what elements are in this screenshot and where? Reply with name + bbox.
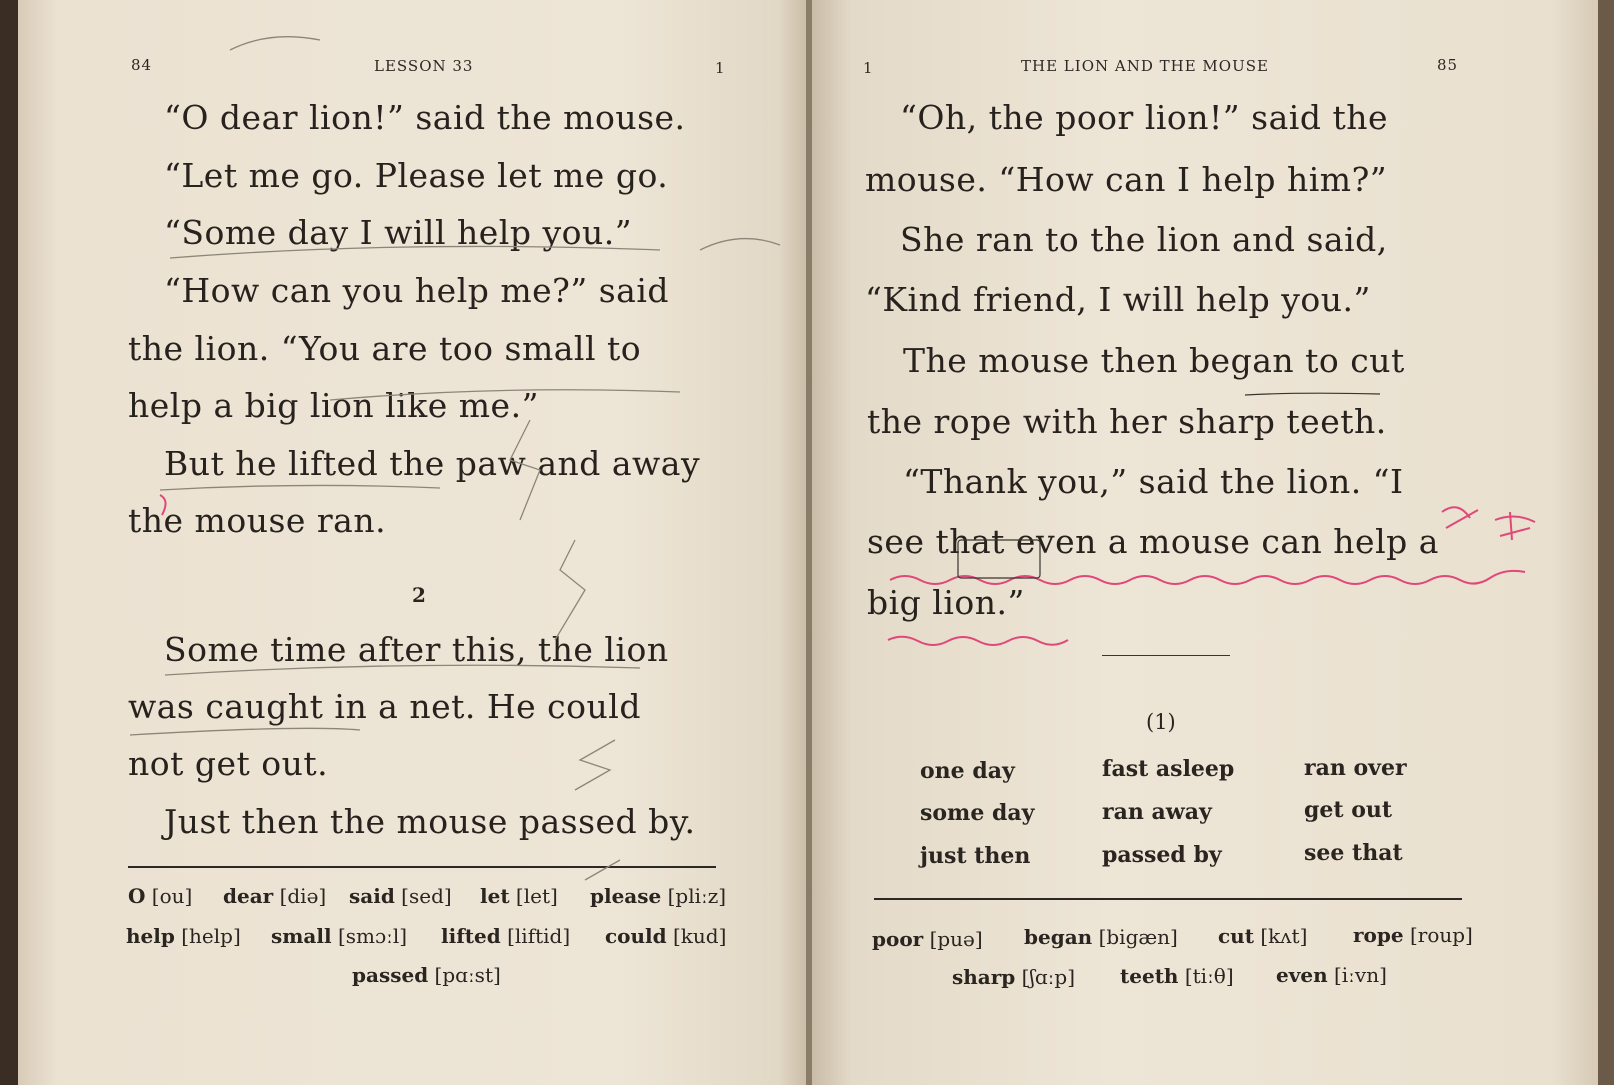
pencil-marks	[130, 37, 780, 880]
text-line: She ran to the lion and said,	[900, 220, 1388, 259]
section-number: 2	[412, 583, 426, 607]
vocab-entry: poor [puə]	[872, 927, 983, 951]
text-line: the rope with her sharp teeth.	[867, 402, 1387, 441]
vocab-entry: began [bigæn]	[1024, 925, 1178, 949]
section-marker-right: 1	[863, 59, 874, 77]
text-line: The mouse then began to cut	[903, 341, 1405, 380]
vocab-entry: said [sed]	[349, 884, 452, 908]
vocab-entry: O [ou]	[128, 884, 193, 908]
text-line: “How can you help me?” said	[164, 271, 670, 310]
text-line: But he lifted the paw and away	[164, 444, 701, 483]
text-line: “Thank you,” said the lion. “I	[903, 462, 1404, 501]
text-line: “Let me go. Please let me go.	[164, 156, 669, 195]
text-line: the lion. “You are too small to	[128, 329, 642, 368]
text-line: Some time after this, the lion	[164, 630, 669, 669]
phrase-item: just then	[920, 843, 1031, 869]
text-line: “Oh, the poor lion!” said the	[900, 98, 1388, 137]
phrase-item: ran over	[1304, 755, 1407, 781]
vocab-entry: please [pliːz]	[590, 884, 727, 908]
text-line: see that even a mouse can help a	[867, 522, 1439, 561]
text-line: help a big lion like me.”	[128, 386, 539, 425]
vocab-entry: even [iːvn]	[1276, 963, 1387, 987]
text-line: big lion.”	[867, 583, 1025, 622]
pink-underline	[160, 495, 1535, 645]
running-header-left: LESSON 33	[374, 57, 474, 75]
vocab-entry: lifted [liftid]	[441, 924, 571, 948]
vocab-entry: help [help]	[126, 924, 241, 948]
phrase-item: some day	[920, 800, 1035, 826]
vocab-entry: passed [pɑːst]	[352, 963, 501, 987]
phrase-item: one day	[920, 758, 1015, 784]
phrase-item: passed by	[1102, 842, 1222, 868]
vocab-entry: sharp [ʃɑːp]	[952, 965, 1076, 989]
vocab-entry: let [let]	[480, 884, 558, 908]
phrase-item: get out	[1304, 797, 1393, 823]
vocab-entry: teeth [tiːθ]	[1120, 964, 1234, 988]
text-line: mouse. “How can I help him?”	[865, 160, 1388, 199]
phrase-item: ran away	[1102, 799, 1212, 825]
text-line: “O dear lion!” said the mouse.	[164, 98, 686, 137]
vocab-entry: small [smɔːl]	[271, 924, 408, 948]
exercise-number: (1)	[1146, 710, 1176, 734]
page-number-left: 84	[131, 56, 153, 74]
vocab-entry: could [kud]	[605, 924, 727, 948]
text-line: Just then the mouse passed by.	[164, 802, 696, 841]
phrase-item: see that	[1304, 840, 1403, 866]
phrase-item: fast asleep	[1102, 756, 1235, 782]
vocab-entry: dear [diə]	[223, 884, 327, 908]
page-number-right: 85	[1437, 56, 1459, 74]
text-line: was caught in a net. He could	[128, 687, 641, 726]
section-marker-left: 1	[715, 59, 726, 77]
text-line: “Kind friend, I will help you.”	[865, 280, 1371, 319]
text-line: the mouse ran.	[128, 501, 387, 540]
pencil-box	[958, 393, 1380, 578]
vocab-entry: cut [kʌt]	[1218, 924, 1308, 948]
running-header-right: THE LION AND THE MOUSE	[1021, 57, 1269, 75]
vocab-entry: rope [roup]	[1353, 923, 1473, 947]
text-line: not get out.	[128, 744, 329, 783]
text-line: “Some day I will help you.”	[164, 213, 633, 252]
